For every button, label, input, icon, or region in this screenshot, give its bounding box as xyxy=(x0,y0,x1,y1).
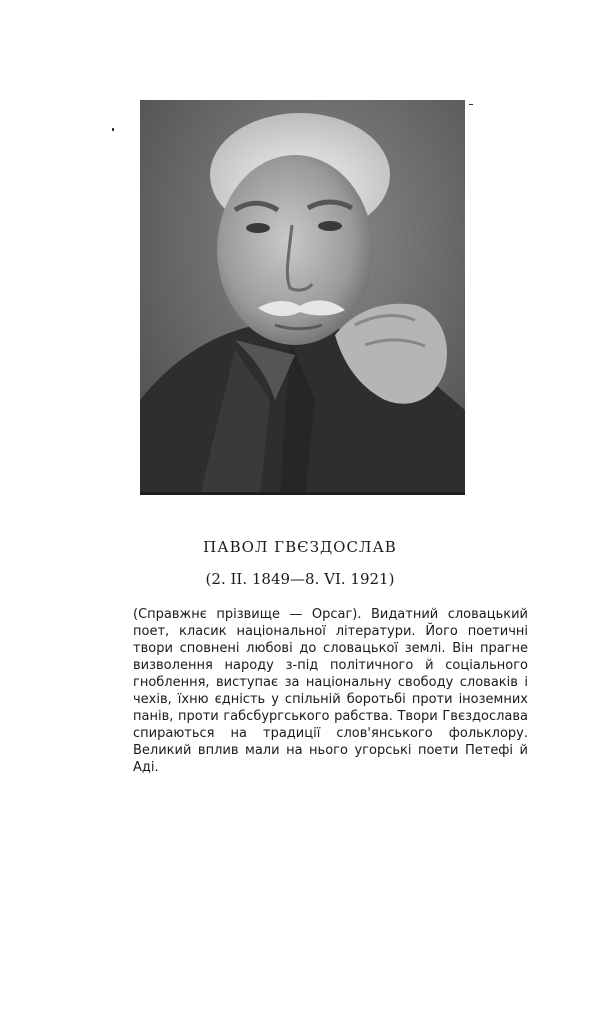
portrait-photo-icon xyxy=(140,100,465,495)
biography-text: (Справжнє прізвище — Орсаг). Видатний словацький поет, класик національної літератури. Його поетичні твори сповнені любові до словацької землі. Він прагне визволення народу з-під політичного й соціального гноблення, виступає за національну свободу словаків і чехів, їхню єдність у спільній боротьбі проти іноземних панів, проти габсбургського рабства. Твори Гвєздослава спираються на традиції слов'янського фольклору. Великий вплив мали на нього угорські поети Петефі й Аді. xyxy=(133,607,528,775)
person-name: ПАВОЛ ГВЄЗДОСЛАВ xyxy=(203,538,397,556)
life-dates: (2. II. 1849—8. VI. 1921) xyxy=(205,570,395,588)
print-speck xyxy=(112,128,114,131)
portrait-photo xyxy=(140,100,465,495)
print-speck xyxy=(469,104,473,105)
